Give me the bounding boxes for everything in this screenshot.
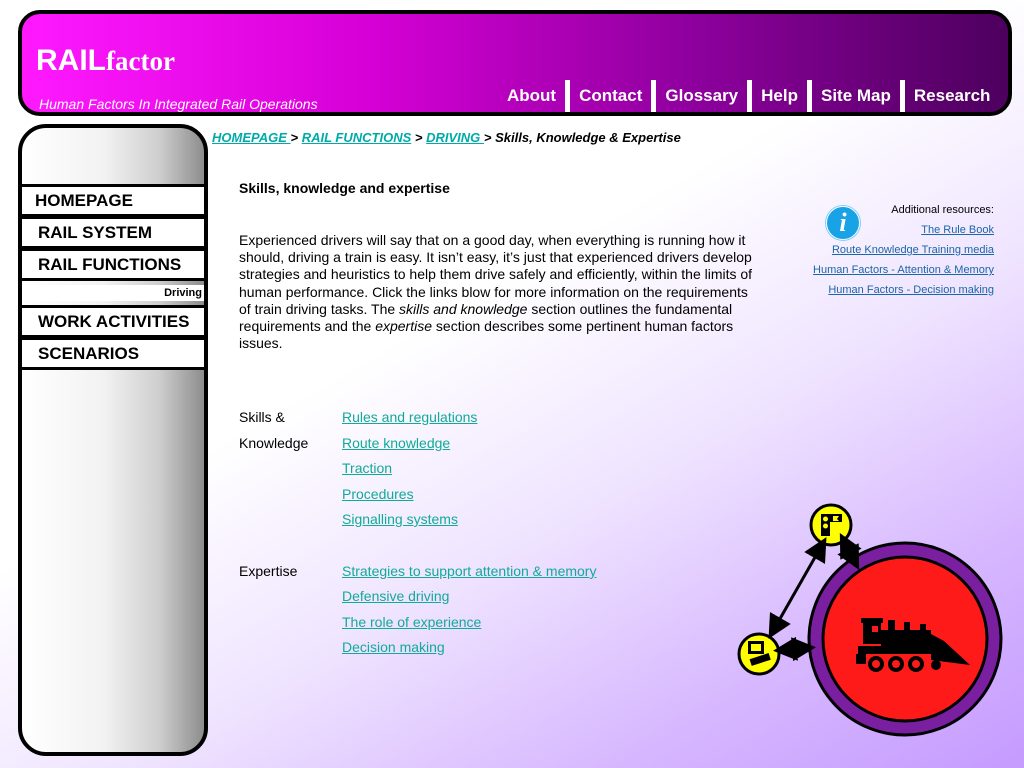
- breadcrumb-separator: >: [483, 130, 492, 145]
- breadcrumb-homepage[interactable]: HOMEPAGE: [212, 130, 291, 145]
- nav-separator: [900, 80, 905, 112]
- sidebar: [18, 124, 208, 756]
- link-route-knowledge[interactable]: Route knowledge: [342, 435, 451, 451]
- logo-factor-text: factor: [106, 46, 175, 76]
- nav-separator: [651, 80, 656, 112]
- intro-text: Experienced drivers will say that on a good day, when everything is running how it should, driving a train is easy. It isn’t easy, it’s just that experienced drivers develop strategies and heuristics to help them drive safely and efficiently, within the limits of human performance. Click the links blow for more information on the requirements of train driving tasks. The: [239, 232, 753, 317]
- nav-research[interactable]: Research: [913, 86, 991, 105]
- link-traction[interactable]: Traction: [342, 460, 393, 476]
- intro-text: section outlines the fundamental requirements and the: [239, 300, 733, 335]
- resource-link-route-training[interactable]: Route Knowledge Training media: [831, 244, 994, 256]
- link-rules-regulations[interactable]: Rules and regulations: [342, 409, 478, 425]
- nav-site-map[interactable]: Site Map: [820, 86, 891, 105]
- breadcrumb-current: Skills, Knowledge & Expertise: [495, 130, 681, 145]
- resource-link-decision-making[interactable]: Human Factors - Decision making: [828, 284, 994, 296]
- breadcrumb-rail-functions[interactable]: RAIL FUNCTIONS: [301, 130, 412, 145]
- link-attention-memory[interactable]: Strategies to support attention & memory: [342, 563, 597, 579]
- top-navigation: [500, 80, 997, 112]
- nav-about[interactable]: About: [507, 86, 557, 105]
- site-header: [18, 10, 1012, 116]
- site-tagline: Human Factors In Integrated Rail Operations: [39, 96, 318, 112]
- sidebar-item-scenarios[interactable]: SCENARIOS: [22, 337, 208, 370]
- nav-separator: [747, 80, 752, 112]
- computer-node[interactable]: [739, 634, 779, 674]
- breadcrumb-separator: >: [414, 130, 423, 145]
- site-logo[interactable]: [36, 44, 175, 78]
- category-label: Knowledge: [239, 435, 309, 451]
- nav-separator: [807, 80, 812, 112]
- nav-contact[interactable]: Contact: [579, 86, 643, 105]
- arrow-computer-locomotive: [782, 648, 807, 650]
- link-defensive-driving[interactable]: Defensive driving: [342, 588, 450, 604]
- locomotive-circle[interactable]: [809, 543, 1001, 735]
- human-factors-diagram: [730, 498, 1024, 768]
- intro-paragraph: [239, 232, 757, 352]
- category-label: Expertise: [239, 563, 298, 579]
- sidebar-item-homepage[interactable]: HOMEPAGE: [22, 184, 208, 217]
- nav-glossary[interactable]: Glossary: [665, 86, 739, 105]
- additional-resources: [813, 204, 994, 296]
- info-icon: i: [826, 206, 860, 240]
- intro-text: section describes some pertinent human factors issues.: [239, 318, 734, 352]
- link-signalling-systems[interactable]: Signalling systems: [342, 511, 458, 527]
- resource-link-rule-book[interactable]: The Rule Book: [921, 224, 994, 236]
- link-decision-making[interactable]: Decision making: [342, 639, 445, 655]
- nav-help[interactable]: Help: [761, 86, 798, 105]
- logo-rail-text: RAIL: [36, 44, 106, 77]
- breadcrumb-driving[interactable]: DRIVING: [426, 130, 484, 145]
- intro-emphasis: skills and knowledge: [399, 300, 528, 317]
- link-procedures[interactable]: Procedures: [342, 486, 414, 502]
- sidebar-item-rail-functions[interactable]: RAIL FUNCTIONS: [22, 248, 208, 281]
- category-label: Skills &: [239, 409, 285, 425]
- breadcrumb-separator: >: [290, 130, 299, 145]
- resources-title: Additional resources:: [891, 204, 994, 216]
- link-role-of-experience[interactable]: The role of experience: [342, 614, 482, 630]
- page-title: Skills, knowledge and expertise: [239, 180, 450, 196]
- resource-link-attention-memory[interactable]: Human Factors - Attention & Memory: [813, 264, 994, 276]
- intro-emphasis: expertise: [375, 318, 433, 335]
- signal-node[interactable]: [811, 505, 851, 545]
- sidebar-item-rail-system[interactable]: RAIL SYSTEM: [22, 216, 208, 249]
- breadcrumb: [212, 130, 681, 145]
- sidebar-subitem-driving[interactable]: Driving: [22, 285, 208, 301]
- nav-separator: [565, 80, 570, 112]
- sidebar-item-work-activities[interactable]: WORK ACTIVITIES: [22, 305, 208, 338]
